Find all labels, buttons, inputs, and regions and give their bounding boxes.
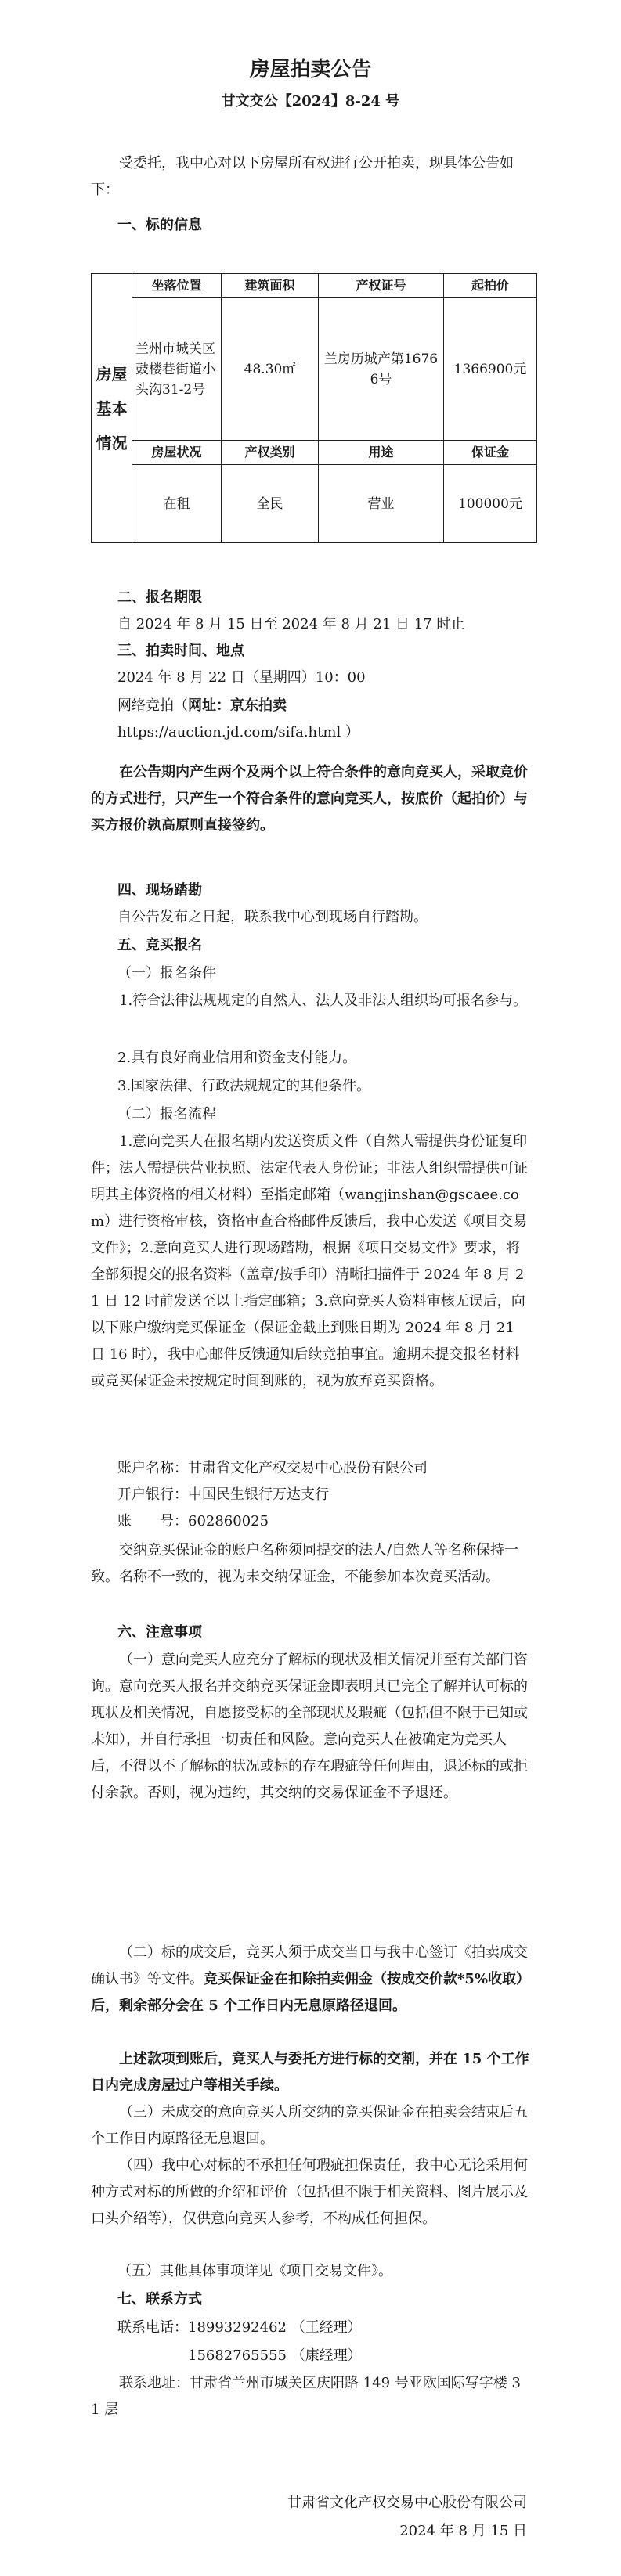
table-header-status: 房屋状况 xyxy=(132,441,222,465)
table-cell-area: 48.30㎡ xyxy=(222,298,319,441)
auction-url[interactable]: https://auction.jd.com/sifa.html ） xyxy=(117,724,359,740)
table-header-usage: 用途 xyxy=(319,441,444,465)
auction-platform-prefix: 网络竞拍（ xyxy=(117,697,188,714)
account-number: 账 号：602860025 xyxy=(117,1513,269,1529)
contact-phone-1: 18993292462 （王经理） xyxy=(188,2319,362,2336)
section-2-heading: 二、报名期限 xyxy=(117,589,202,606)
table-cell-cert: 兰房历城产第16766号 xyxy=(319,298,444,441)
table-cell-start-price: 1366900元 xyxy=(444,298,537,441)
auction-platform xyxy=(117,697,287,715)
auction-rule: 在公告期内产生两个及两个以上符合条件的意向竞买人，采取竞价的方式进行，只产生一个符合条件的意向竞买人，按底价（起拍价）与买方报价孰高原则直接签约。 xyxy=(91,764,528,834)
signup-flow: 1.意向竞买人在报名期内发送资质文件（自然人需提供身份证复印件；法人需提供营业执照、法定代表人身份证；非法人组织需提供可证明其主体资格的相关材料）至指定邮箱（wangjinshan@gscaee.com）进行资格审核，资格审查合格邮件反馈后，我中心发送《项目交易文件》；2.意向竞买人进行现场踏勘，根据《项目交易文件》要求，将全部须提交的报名资料（盖章/按手印）清晰扫描件于 2024 年 8 月 21 日 12 时前发送至以上指定邮箱；3.意向竞买人资料审核无误后，向以下账户缴纳竞买保证金（保证金截止到账日期为 2024 年 8 月 21 日 16 时），我中心邮件反馈通知后续竞拍事宜。逾期未提交报名材料或竞买保证金未按规定时间到账的，视为放弃竞买资格。 xyxy=(91,1133,528,1389)
account-bank: 开户银行：中国民生银行万达支行 xyxy=(117,1486,329,1503)
deposit-note: 交纳竞买保证金的账户名称须同提交的法人/自然人等名称保持一致。名称不一致的，视为未交纳保证金，不能参加本次竞买活动。 xyxy=(91,1542,519,1585)
page-title: 房屋拍卖公告 xyxy=(249,58,372,81)
signup-sub1: （一）报名条件 xyxy=(117,965,216,982)
signup-condition-3: 3.国家法律、行政法规规定的其他条件。 xyxy=(117,1078,371,1094)
section-6-heading: 六、注意事项 xyxy=(117,1624,202,1641)
note-4: （四）我中心对标的不承担任何瑕疵担保责任，我中心无论采用何种方式对标的所做的介绍和评价（包括但不限于相关资料、图片展示及口头介绍等），仅供意向竞买人参考，不构成任何担保。 xyxy=(91,2157,528,2227)
table-header-deposit: 保证金 xyxy=(444,441,537,465)
table-cell-location: 兰州市城关区鼓楼巷街道小头沟31-2号 xyxy=(132,298,222,441)
table-header-cert: 产权证号 xyxy=(319,274,444,298)
note-5: （五）其他具体事项详见《项目交易文件》。 xyxy=(117,2263,392,2279)
intro-paragraph: 受委托，我中心对以下房屋所有权进行公开拍卖，现具体公告如下： xyxy=(91,155,514,198)
table-cell-usage: 营业 xyxy=(319,465,444,543)
property-info-table xyxy=(91,273,537,543)
registration-period: 自 2024 年 8 月 15 日至 2024 年 8 月 21 日 17 时止 xyxy=(117,616,465,632)
note-2-bold: 竞买保证金在扣除拍卖佣金（按成交价款*5%收取）后，剩余部分会在 5 个工作日内无息原路径退回。 xyxy=(91,1971,524,2014)
note-1: （一）意向竞买人应充分了解标的现状及相关情况并至有关部门咨询。意向竞买人报名并交纳竞买保证金即表明其已完全了解并认可标的现状及相关情况，自愿接受标的全部现状及瑕疵（包括但不限于已知或未知），并自行承担一切责任和风险。意向竞买人在被确定为竞买人后，不得以不了解标的状况或标的存在瑕疵等任何理由，退还标的或拒付余款。否则，视为违约，其交纳的交易保证金不予退还。 xyxy=(91,1652,528,1801)
note-3: （三）未成交的意向竞买人所交纳的竞买保证金在拍卖会结束后五个工作日内原路径无息退回。 xyxy=(91,2104,528,2147)
table-header-location: 坐落位置 xyxy=(132,274,222,298)
survey-text: 自公告发布之日起，联系我中心到现场自行踏勘。 xyxy=(117,909,428,925)
contact-phone-label: 联系电话： xyxy=(117,2319,188,2336)
contact-address: 联系地址：甘肃省兰州市城关区庆阳路 149 号亚欧国际写字楼 31 层 xyxy=(91,2375,521,2418)
note-2-settlement: 上述款项到账后，竞买人与委托方进行标的交割，并在 15 个工作日内完成房屋过户等相关手续。 xyxy=(91,2051,529,2094)
auction-time: 2024 年 8 月 22 日（星期四）10：00 xyxy=(117,669,366,686)
signup-condition-2: 2.具有良好商业信用和资金支付能力。 xyxy=(117,1050,357,1066)
table-cell-status: 在租 xyxy=(132,465,222,543)
account-name: 账户名称：甘肃省文化产权交易中心股份有限公司 xyxy=(117,1460,428,1476)
section-5-heading: 五、竞买报名 xyxy=(117,937,202,953)
note-2-plain: （二）标的成交后，竞买人须于成交当日与我中心签订《拍卖成交确认书》等文件。 xyxy=(91,1944,528,1987)
section-3-heading: 三、拍卖时间、地点 xyxy=(117,643,244,659)
section-1-heading: 一、标的信息 xyxy=(117,217,202,233)
footer-date: 2024 年 8 月 15 日 xyxy=(399,2523,527,2539)
table-header-category: 产权类别 xyxy=(222,441,319,465)
section-4-heading: 四、现场踏勘 xyxy=(117,882,202,899)
document-number: 甘文交公【2024】8-24 号 xyxy=(221,93,400,110)
table-side-label: 房屋基本情况 xyxy=(92,274,132,543)
note-2 xyxy=(91,1940,529,2019)
auction-platform-name: 网址：京东拍卖 xyxy=(188,697,287,714)
signup-condition-1: 1.符合法律法规规定的自然人、法人及非法人组织均可报名参与。 xyxy=(119,993,528,1009)
signup-sub2: （二）报名流程 xyxy=(117,1106,216,1122)
table-cell-deposit: 100000元 xyxy=(444,465,537,543)
table-header-area: 建筑面积 xyxy=(222,274,319,298)
contact-phone-2: 15682765555 （康经理） xyxy=(188,2347,362,2364)
table-cell-category: 全民 xyxy=(222,465,319,543)
table-header-start-price: 起拍价 xyxy=(444,274,537,298)
footer-organization: 甘肃省文化产权交易中心股份有限公司 xyxy=(287,2495,527,2511)
section-7-heading: 七、联系方式 xyxy=(117,2291,202,2308)
